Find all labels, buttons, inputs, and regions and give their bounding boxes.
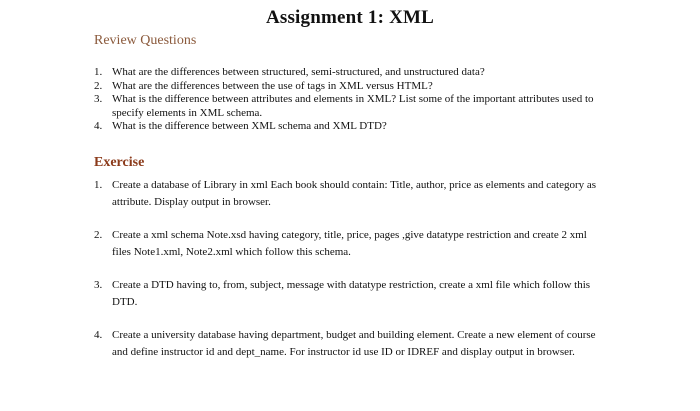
exercise-text: Create a DTD having to, from, subject, message with datatype restriction, create a xml file which follow this DTD. (112, 279, 591, 308)
question-text: What are the differences between the use of tags in XML versus HTML? (112, 79, 433, 92)
item-number: 1. (94, 66, 103, 78)
list-item (94, 277, 599, 311)
exercise-text: Create a xml schema Note.xsd having category, title, price, pages ,give datatype restriction and create 2 xml files Note1.xml, Note2.xml which follow this schema. (112, 229, 587, 258)
question-text: What is the difference between XML schema and XML DTD? (112, 120, 387, 132)
list-item (94, 227, 599, 261)
list-item (94, 120, 594, 134)
item-number: 4. (94, 329, 103, 341)
item-number: 2. (94, 79, 103, 92)
list-item (94, 80, 594, 94)
list-item (94, 93, 594, 120)
review-questions-list (94, 66, 594, 134)
list-item (94, 66, 594, 80)
question-text: What are the differences between structured, semi-structured, and unstructured data? (112, 66, 485, 78)
item-number: 2. (94, 229, 103, 241)
review-questions-heading: Review Questions (94, 33, 197, 48)
item-number: 3. (94, 93, 103, 105)
item-number: 3. (94, 279, 103, 291)
item-number: 4. (94, 120, 103, 132)
list-item (94, 327, 599, 361)
item-number: 1. (94, 179, 103, 191)
exercise-list (94, 177, 599, 361)
list-item (94, 177, 599, 211)
question-text: What is the difference between attributes and elements in XML? List some of the important attributes used to specify elements in XML schema. (112, 93, 594, 119)
page-title: Assignment 1: XML (265, 7, 435, 28)
exercise-heading: Exercise (94, 155, 145, 170)
exercise-text: Create a university database having department, budget and building element. Create a new element of course and define instructor id and dept_name. For instructor id use ID or IDREF and display output in browser. (112, 329, 596, 358)
exercise-text: Create a database of Library in xml Each book should contain: Title, author, price as elements and category as attribute. Display output in browser. (112, 179, 597, 208)
